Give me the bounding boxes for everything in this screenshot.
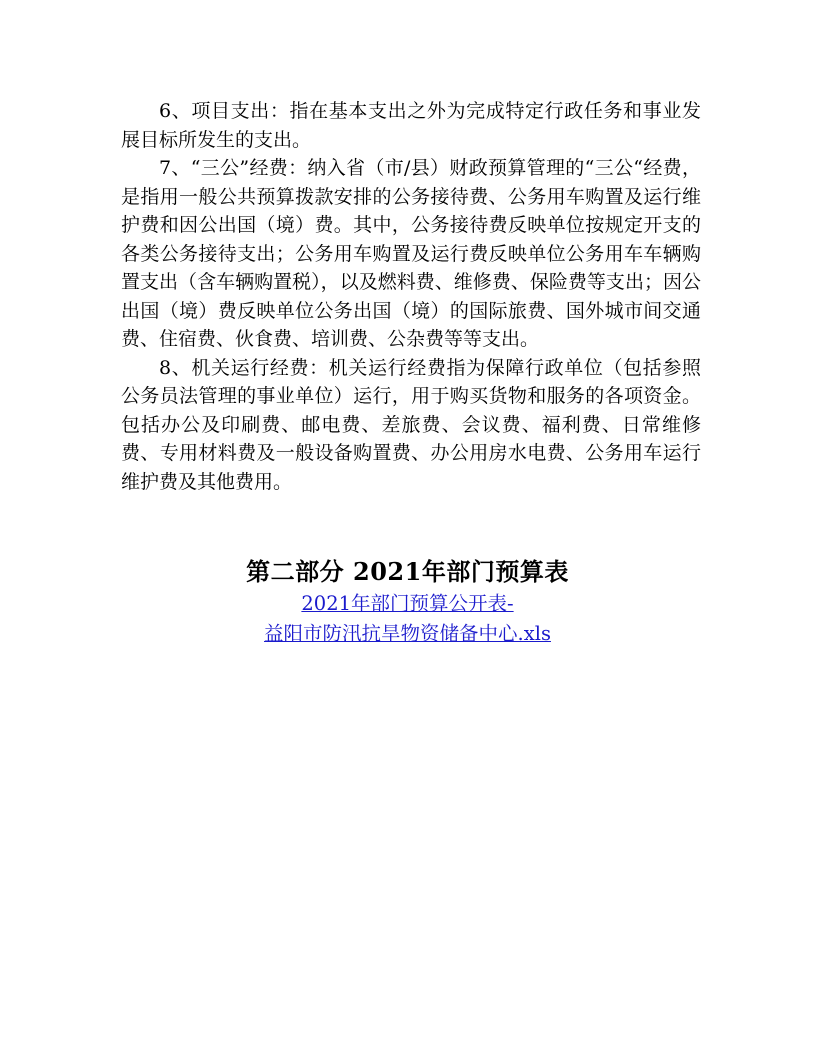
paragraph-project-expenditure: 6、项目支出：指在基本支出之外为完成特定行政任务和事业发展目标所发生的支出。 [121,100,701,151]
body-text [121,97,701,496]
section-title: 第二部分 2021年部门预算表 [246,557,569,586]
budget-file-link-line2[interactable]: 益阳市防汛抗旱物资储备中心.xls [264,622,551,645]
paragraph-operating-expenses: 8、机关运行经费：机关运行经费指为保障行政单位（包括参照公务员法管理的事业单位）运行，用于购买货物和服务的各项资金。包括办公及印刷费、邮电费、差旅费、会议费、福利费、日常维修费、专用材料费及一般设备购置费、办公用房水电费、公务用车运行维护费及其他费用。 [121,356,701,493]
budget-file-link-line1[interactable]: 2021年部门预算公开表- [301,592,514,615]
paragraph-three-public-expenses: 7、“三公”经费：纳入省（市/县）财政预算管理的“三公“经费，是指用一般公共预算拨款安排的公务接待费、公务用车购置及运行维护费和因公出国（境）费。其中，公务接待费反映单位按规定开支的各类公务接待支出；公务用车购置及运行费反映单位公务用车车辆购置支出（含车辆购置税），以及燃料费、维修费、保险费等支出；因公出国（境）费反映单位公务出国（境）的国际旅费、国外城市间交通费、住宿费、伙食费、培训费、公杂费等等支出。 [121,157,701,350]
attachment-link-block [0,589,815,649]
